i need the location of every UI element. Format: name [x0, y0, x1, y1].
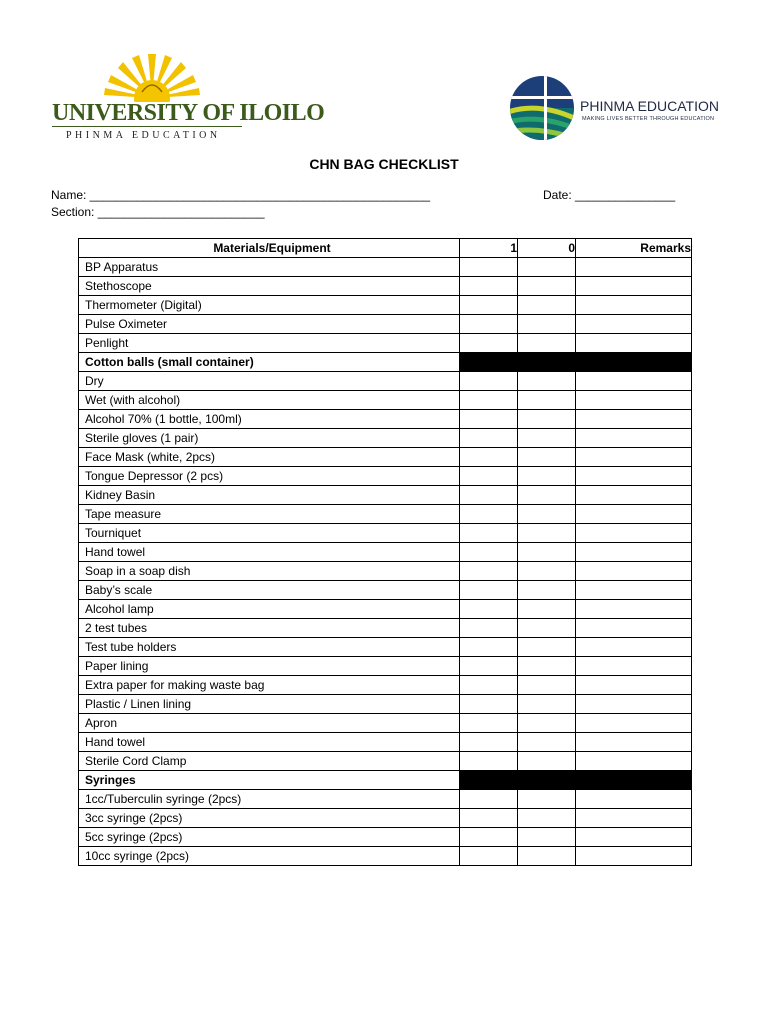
check-cell-0[interactable] — [518, 790, 576, 809]
column-header-1: 1 — [460, 239, 518, 258]
check-cell-0[interactable] — [518, 695, 576, 714]
remarks-cell[interactable] — [576, 695, 692, 714]
table-row — [79, 771, 692, 790]
remarks-cell[interactable] — [576, 448, 692, 467]
column-header-materials: Materials/Equipment — [79, 239, 460, 258]
check-cell-0[interactable] — [518, 315, 576, 334]
item-label: Cotton balls (small container) — [79, 353, 460, 372]
remarks-cell[interactable] — [576, 581, 692, 600]
check-cell-1[interactable] — [460, 695, 518, 714]
table-row — [79, 448, 692, 467]
remarks-cell[interactable] — [576, 733, 692, 752]
table-row — [79, 315, 692, 334]
remarks-cell[interactable] — [576, 809, 692, 828]
table-row — [79, 391, 692, 410]
remarks-cell[interactable] — [576, 562, 692, 581]
table-row — [79, 429, 692, 448]
item-label: Baby’s scale — [79, 581, 460, 600]
item-label: Sterile Cord Clamp — [79, 752, 460, 771]
check-cell-1[interactable] — [460, 676, 518, 695]
table-row — [79, 277, 692, 296]
check-cell-0[interactable] — [518, 600, 576, 619]
item-label: Dry — [79, 372, 460, 391]
table-row — [79, 828, 692, 847]
shaded-cell — [518, 771, 576, 790]
shaded-cell — [576, 771, 692, 790]
item-label: Soap in a soap dish — [79, 562, 460, 581]
check-cell-0[interactable] — [518, 429, 576, 448]
date-field[interactable]: Date: _______________ — [543, 188, 676, 202]
table-row — [79, 467, 692, 486]
table-row — [79, 296, 692, 315]
remarks-cell[interactable] — [576, 334, 692, 353]
check-cell-1[interactable] — [460, 334, 518, 353]
check-cell-1[interactable] — [460, 448, 518, 467]
table-row — [79, 714, 692, 733]
check-cell-0[interactable] — [518, 752, 576, 771]
remarks-cell[interactable] — [576, 258, 692, 277]
item-label: 2 test tubes — [79, 619, 460, 638]
shaded-cell — [460, 353, 518, 372]
remarks-cell[interactable] — [576, 752, 692, 771]
check-cell-1[interactable] — [460, 733, 518, 752]
remarks-cell[interactable] — [576, 657, 692, 676]
check-cell-0[interactable] — [518, 581, 576, 600]
item-label: Hand towel — [79, 733, 460, 752]
page-title: CHN BAG CHECKLIST — [309, 156, 459, 172]
table-row — [79, 676, 692, 695]
table-row — [79, 410, 692, 429]
phinma-logo — [508, 72, 728, 144]
check-cell-1[interactable] — [460, 847, 518, 866]
check-cell-1[interactable] — [460, 600, 518, 619]
check-cell-0[interactable] — [518, 714, 576, 733]
check-cell-1[interactable] — [460, 638, 518, 657]
remarks-cell[interactable] — [576, 410, 692, 429]
remarks-cell[interactable] — [576, 429, 692, 448]
table-row — [79, 486, 692, 505]
table-row — [79, 372, 692, 391]
table-row — [79, 809, 692, 828]
table-row — [79, 505, 692, 524]
table-header-row — [79, 239, 692, 258]
remarks-cell[interactable] — [576, 467, 692, 486]
item-label: Extra paper for making waste bag — [79, 676, 460, 695]
check-cell-1[interactable] — [460, 429, 518, 448]
table-row — [79, 334, 692, 353]
check-cell-0[interactable] — [518, 638, 576, 657]
item-label: BP Apparatus — [79, 258, 460, 277]
table-row — [79, 581, 692, 600]
item-label: Wet (with alcohol) — [79, 391, 460, 410]
item-label: Alcohol 70% (1 bottle, 100ml) — [79, 410, 460, 429]
check-cell-1[interactable] — [460, 657, 518, 676]
check-cell-1[interactable] — [460, 752, 518, 771]
column-header-0: 0 — [518, 239, 576, 258]
item-label: Penlight — [79, 334, 460, 353]
check-cell-0[interactable] — [518, 809, 576, 828]
remarks-cell[interactable] — [576, 505, 692, 524]
remarks-cell[interactable] — [576, 524, 692, 543]
item-label: Test tube holders — [79, 638, 460, 657]
check-cell-1[interactable] — [460, 828, 518, 847]
check-cell-1[interactable] — [460, 258, 518, 277]
check-cell-1[interactable] — [460, 486, 518, 505]
check-cell-0[interactable] — [518, 847, 576, 866]
check-cell-0[interactable] — [518, 334, 576, 353]
item-label: Kidney Basin — [79, 486, 460, 505]
check-cell-1[interactable] — [460, 790, 518, 809]
remarks-cell[interactable] — [576, 296, 692, 315]
remarks-cell[interactable] — [576, 847, 692, 866]
remarks-cell[interactable] — [576, 714, 692, 733]
table-row — [79, 258, 692, 277]
table-row — [79, 600, 692, 619]
check-cell-0[interactable] — [518, 524, 576, 543]
logo-divider — [52, 126, 242, 127]
remarks-cell[interactable] — [576, 391, 692, 410]
table-row — [79, 524, 692, 543]
check-cell-1[interactable] — [460, 505, 518, 524]
check-cell-1[interactable] — [460, 391, 518, 410]
item-label: 1cc/Tuberculin syringe (2pcs) — [79, 790, 460, 809]
section-field[interactable]: Section: _________________________ — [51, 205, 265, 219]
check-cell-0[interactable] — [518, 372, 576, 391]
check-cell-1[interactable] — [460, 562, 518, 581]
check-cell-0[interactable] — [518, 543, 576, 562]
shaded-cell — [518, 353, 576, 372]
check-cell-0[interactable] — [518, 296, 576, 315]
check-cell-0[interactable] — [518, 448, 576, 467]
table-row — [79, 562, 692, 581]
table-row — [79, 847, 692, 866]
check-cell-0[interactable] — [518, 562, 576, 581]
table-row — [79, 353, 692, 372]
check-cell-1[interactable] — [460, 315, 518, 334]
table-row — [79, 733, 692, 752]
item-label: Tape measure — [79, 505, 460, 524]
check-cell-0[interactable] — [518, 277, 576, 296]
remarks-cell[interactable] — [576, 676, 692, 695]
remarks-cell[interactable] — [576, 790, 692, 809]
item-label: Thermometer (Digital) — [79, 296, 460, 315]
university-name: UNIVERSITY OF ILOILO — [52, 100, 325, 126]
remarks-cell[interactable] — [576, 277, 692, 296]
check-cell-1[interactable] — [460, 543, 518, 562]
item-label: Stethoscope — [79, 277, 460, 296]
check-cell-1[interactable] — [460, 619, 518, 638]
item-label: 3cc syringe (2pcs) — [79, 809, 460, 828]
check-cell-1[interactable] — [460, 410, 518, 429]
table-row — [79, 752, 692, 771]
item-label: Pulse Oximeter — [79, 315, 460, 334]
remarks-cell[interactable] — [576, 600, 692, 619]
sun-icon — [102, 50, 202, 102]
check-cell-1[interactable] — [460, 296, 518, 315]
phinma-name: PHINMA EDUCATION — [580, 98, 719, 114]
table-row — [79, 543, 692, 562]
remarks-cell[interactable] — [576, 543, 692, 562]
check-cell-1[interactable] — [460, 372, 518, 391]
shaded-cell — [576, 353, 692, 372]
check-cell-0[interactable] — [518, 410, 576, 429]
table-row — [79, 638, 692, 657]
check-cell-1[interactable] — [460, 581, 518, 600]
table-row — [79, 657, 692, 676]
item-label: Apron — [79, 714, 460, 733]
university-subtitle: PHINMA EDUCATION — [66, 130, 221, 141]
check-cell-0[interactable] — [518, 619, 576, 638]
remarks-cell[interactable] — [576, 828, 692, 847]
check-cell-0[interactable] — [518, 258, 576, 277]
item-label: Syringes — [79, 771, 460, 790]
shaded-cell — [460, 771, 518, 790]
column-header-remarks: Remarks — [576, 239, 692, 258]
name-field[interactable]: Name: ___________________________________________________ — [51, 188, 431, 202]
remarks-cell[interactable] — [576, 638, 692, 657]
item-label: 10cc syringe (2pcs) — [79, 847, 460, 866]
item-label: 5cc syringe (2pcs) — [79, 828, 460, 847]
check-cell-1[interactable] — [460, 277, 518, 296]
check-cell-0[interactable] — [518, 467, 576, 486]
table-row — [79, 695, 692, 714]
item-label: Face Mask (white, 2pcs) — [79, 448, 460, 467]
remarks-cell[interactable] — [576, 315, 692, 334]
table-row — [79, 619, 692, 638]
check-cell-0[interactable] — [518, 657, 576, 676]
check-cell-1[interactable] — [460, 524, 518, 543]
phinma-tagline: MAKING LIVES BETTER THROUGH EDUCATION — [582, 116, 715, 122]
item-label: Alcohol lamp — [79, 600, 460, 619]
check-cell-0[interactable] — [518, 828, 576, 847]
check-cell-0[interactable] — [518, 505, 576, 524]
check-cell-0[interactable] — [518, 486, 576, 505]
check-cell-1[interactable] — [460, 809, 518, 828]
phinma-emblem-icon — [508, 72, 574, 144]
table-row — [79, 790, 692, 809]
item-label: Hand towel — [79, 543, 460, 562]
remarks-cell[interactable] — [576, 619, 692, 638]
check-cell-1[interactable] — [460, 714, 518, 733]
item-label: Plastic / Linen lining — [79, 695, 460, 714]
check-cell-0[interactable] — [518, 676, 576, 695]
university-logo — [52, 50, 325, 146]
check-cell-0[interactable] — [518, 733, 576, 752]
remarks-cell[interactable] — [576, 486, 692, 505]
checklist-table — [78, 238, 692, 866]
item-label: Tongue Depressor (2 pcs) — [79, 467, 460, 486]
item-label: Paper lining — [79, 657, 460, 676]
item-label: Tourniquet — [79, 524, 460, 543]
check-cell-1[interactable] — [460, 467, 518, 486]
item-label: Sterile gloves (1 pair) — [79, 429, 460, 448]
remarks-cell[interactable] — [576, 372, 692, 391]
check-cell-0[interactable] — [518, 391, 576, 410]
